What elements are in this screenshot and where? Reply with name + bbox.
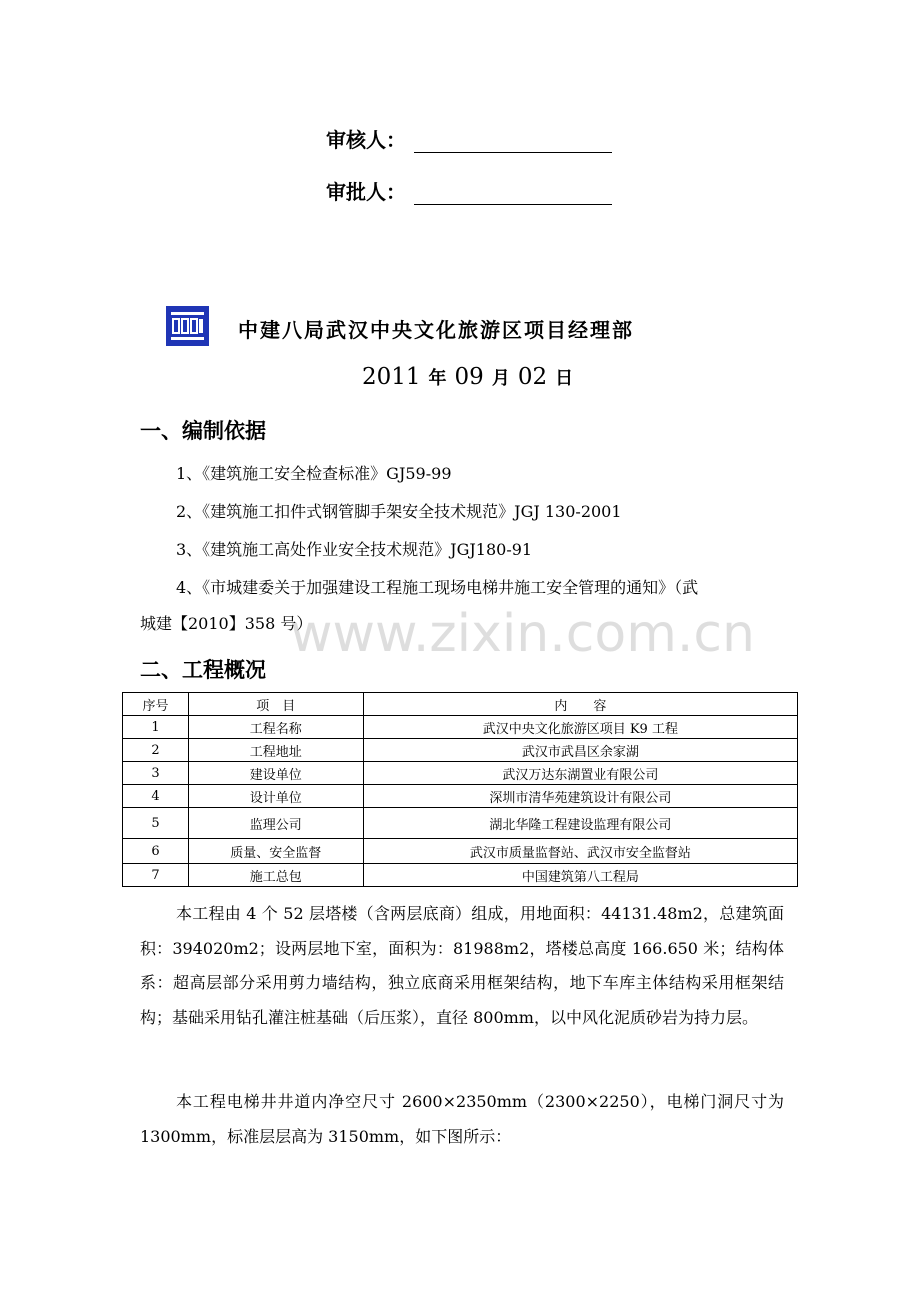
date-month: 09 <box>454 364 484 390</box>
table-cell: 监理公司 <box>188 808 363 839</box>
table-cell: 4 <box>123 785 189 808</box>
basis-item-4: 4、《市城建委关于加强建设工程施工现场电梯井施工安全管理的通知》（武 <box>176 578 699 597</box>
organization-name: 中建八局武汉中央文化旅游区项目经理部 <box>238 318 634 342</box>
table-row <box>123 762 798 785</box>
document-date <box>362 364 581 390</box>
table-cell: 武汉万达东湖置业有限公司 <box>363 762 797 785</box>
reviewer-signature-row <box>326 124 612 153</box>
section1-heading: 一、编制依据 <box>140 419 266 443</box>
table-cell: 深圳市清华苑建筑设计有限公司 <box>363 785 797 808</box>
date-day-unit: 日 <box>555 368 574 389</box>
table-row <box>123 716 798 739</box>
basis-item-2: 2、《建筑施工扣件式钢管脚手架安全技术规范》JGJ 130-2001 <box>176 502 622 521</box>
reviewer-signature-blank <box>414 130 612 153</box>
table-cell: 3 <box>123 762 189 785</box>
table-row <box>123 864 798 887</box>
table-header-row <box>123 693 798 716</box>
header-cell-item: 项 目 <box>188 693 363 716</box>
basis-item-3: 3、《建筑施工高处作业安全技术规范》JGJ180-91 <box>176 540 533 559</box>
table-cell: 设计单位 <box>188 785 363 808</box>
date-day: 02 <box>517 364 548 390</box>
date-year-unit: 年 <box>428 368 447 389</box>
overview-paragraph-2: 本工程电梯井井道内净空尺寸 2600×2350mm（2300×2250），电梯门洞尺寸为 1300mm，标准层层高为 3150mm，如下图所示： <box>140 1092 784 1146</box>
table-cell: 武汉市武昌区余家湖 <box>363 739 797 762</box>
basis-item-1: 1、《建筑施工安全检查标准》GJ59-99 <box>176 464 452 483</box>
project-overview-table <box>122 692 798 887</box>
table-cell: 6 <box>123 839 189 864</box>
table-cell: 湖北华隆工程建设监理有限公司 <box>363 808 797 839</box>
table-cell: 中国建筑第八工程局 <box>363 864 797 887</box>
table-cell: 建设单位 <box>188 762 363 785</box>
approver-signature-row <box>326 176 612 205</box>
table-cell: 5 <box>123 808 189 839</box>
overview-paragraph-1: 本工程由 4 个 52 层塔楼（含两层底商）组成，用地面积：44131.48m2，总建筑面积：394020m2；设两层地下室，面积为：81988m2，塔楼总高度 166.650 米；结构体系：超高层部分采用剪力墙结构，独立底商采用框架结构，地下车库主体结构采用框架结构；基础采用钻孔灌注桩基础（后压浆），直径 800mm，以中风化泥质砂岩为持力层。 <box>140 904 784 1027</box>
header-cell-content: 内 容 <box>363 693 797 716</box>
table-cell: 质量、安全监督 <box>188 839 363 864</box>
table-row <box>123 808 798 839</box>
table-cell: 武汉中央文化旅游区项目 K9 工程 <box>363 716 797 739</box>
table-cell: 工程名称 <box>188 716 363 739</box>
section2-heading: 二、工程概况 <box>140 658 266 682</box>
table-cell: 工程地址 <box>188 739 363 762</box>
table-cell: 武汉市质量监督站、武汉市安全监督站 <box>363 839 797 864</box>
basis-item-4-continued: 城建【2010】358 号） <box>140 614 313 633</box>
table-row <box>123 739 798 762</box>
approver-label: 审批人： <box>326 180 406 204</box>
table-row <box>123 839 798 864</box>
date-year: 2011 <box>362 364 421 390</box>
approver-signature-blank <box>414 182 612 205</box>
cscec-logo-icon <box>166 306 209 346</box>
table-cell: 1 <box>123 716 189 739</box>
table-cell: 7 <box>123 864 189 887</box>
table-cell: 2 <box>123 739 189 762</box>
watermark: www.zixin.com.cn <box>290 604 755 664</box>
table-row <box>123 785 798 808</box>
table-cell: 施工总包 <box>188 864 363 887</box>
header-cell-number: 序号 <box>123 693 189 716</box>
date-month-unit: 月 <box>491 368 510 389</box>
reviewer-label: 审核人： <box>326 128 406 152</box>
